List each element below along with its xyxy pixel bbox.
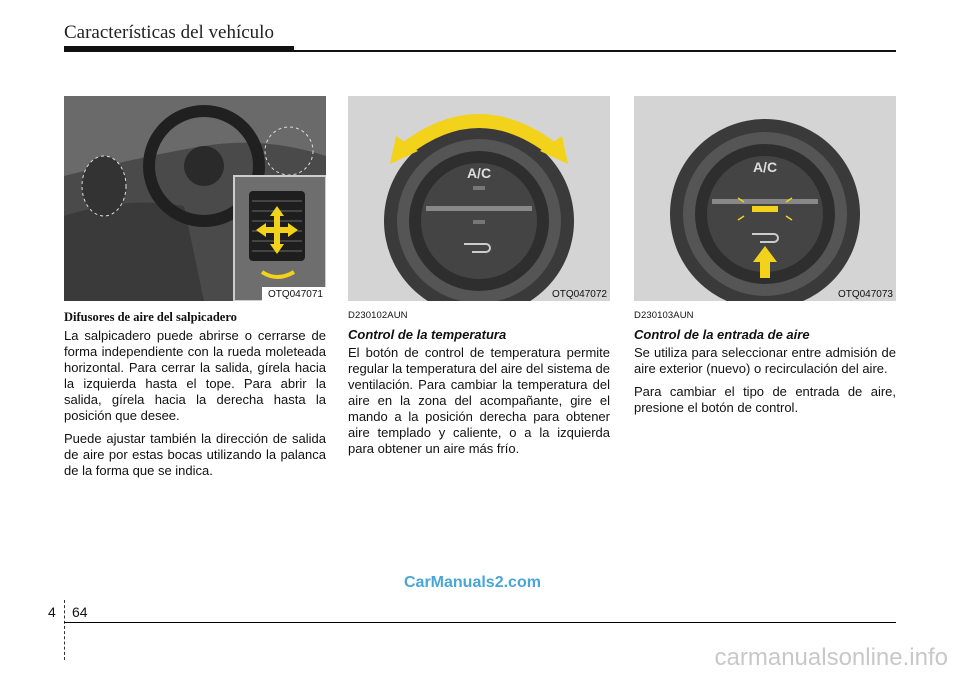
column-temperature-control — [348, 308, 610, 464]
temperature-knob-illustration — [348, 96, 610, 301]
ac-label: A/C — [752, 159, 778, 175]
paragraph: Para cambiar el tipo de entrada de aire, presione el botón de control. — [634, 384, 896, 415]
figure-code: OTQ047071 — [262, 287, 326, 301]
document-code: D230102AUN — [348, 310, 408, 321]
figure-code: OTQ047073 — [837, 289, 893, 300]
chapter-number: 4 — [48, 604, 56, 620]
column-air-intake-control — [634, 308, 896, 423]
column-dashboard-vents — [64, 308, 326, 486]
footer-watermark: carmanualsonline.info — [714, 644, 948, 671]
dashboard-illustration — [64, 96, 326, 301]
figure-temperature-knob — [348, 96, 610, 301]
header-bar — [64, 46, 294, 52]
header-title: Características del vehículo — [64, 22, 274, 43]
figure-dashboard-vents — [64, 96, 326, 301]
paragraph: Puede ajustar también la dirección de salida de aire por estas bocas utilizando la palanca de la forma que se indica. — [64, 431, 326, 478]
watermark-link[interactable]: CarManuals2.com — [404, 574, 541, 591]
document-code: D230103AUN — [634, 310, 694, 321]
air-intake-knob-illustration — [634, 96, 896, 301]
figure-air-intake-knob — [634, 96, 896, 301]
page-divider — [64, 600, 65, 660]
header-rule — [294, 50, 896, 52]
ac-label: A/C — [466, 165, 492, 181]
paragraph: Se utiliza para seleccionar entre admisión de aire exterior (nuevo) o recirculación del aire. — [634, 345, 896, 376]
paragraph: El botón de control de temperatura permite regular la temperatura del aire del sistema de ventilación. Para cambiar la temperatura del aire en la zona del acompañante, gire el mando a la posición derecha para obtener aire templado y caliente, o a la izquierda para obtener un aire más frío. — [348, 345, 610, 456]
page-number: 64 — [72, 604, 88, 620]
section-title: Difusores de aire del salpicadero — [64, 310, 237, 324]
figure-code: OTQ047072 — [551, 289, 607, 300]
section-title: Control de la entrada de aire — [634, 327, 810, 342]
section-title: Control de la temperatura — [348, 327, 507, 342]
footer-rule — [64, 622, 896, 623]
paragraph: La salpicadero puede abrirse o cerrarse de forma independiente con la rueda moleteada horizontal. Para cerrar la salida, gírela hacia la izquierda hasta el tope. Para abrir la salida, gírela hacia la derecha hasta la posición que desee. — [64, 328, 326, 423]
